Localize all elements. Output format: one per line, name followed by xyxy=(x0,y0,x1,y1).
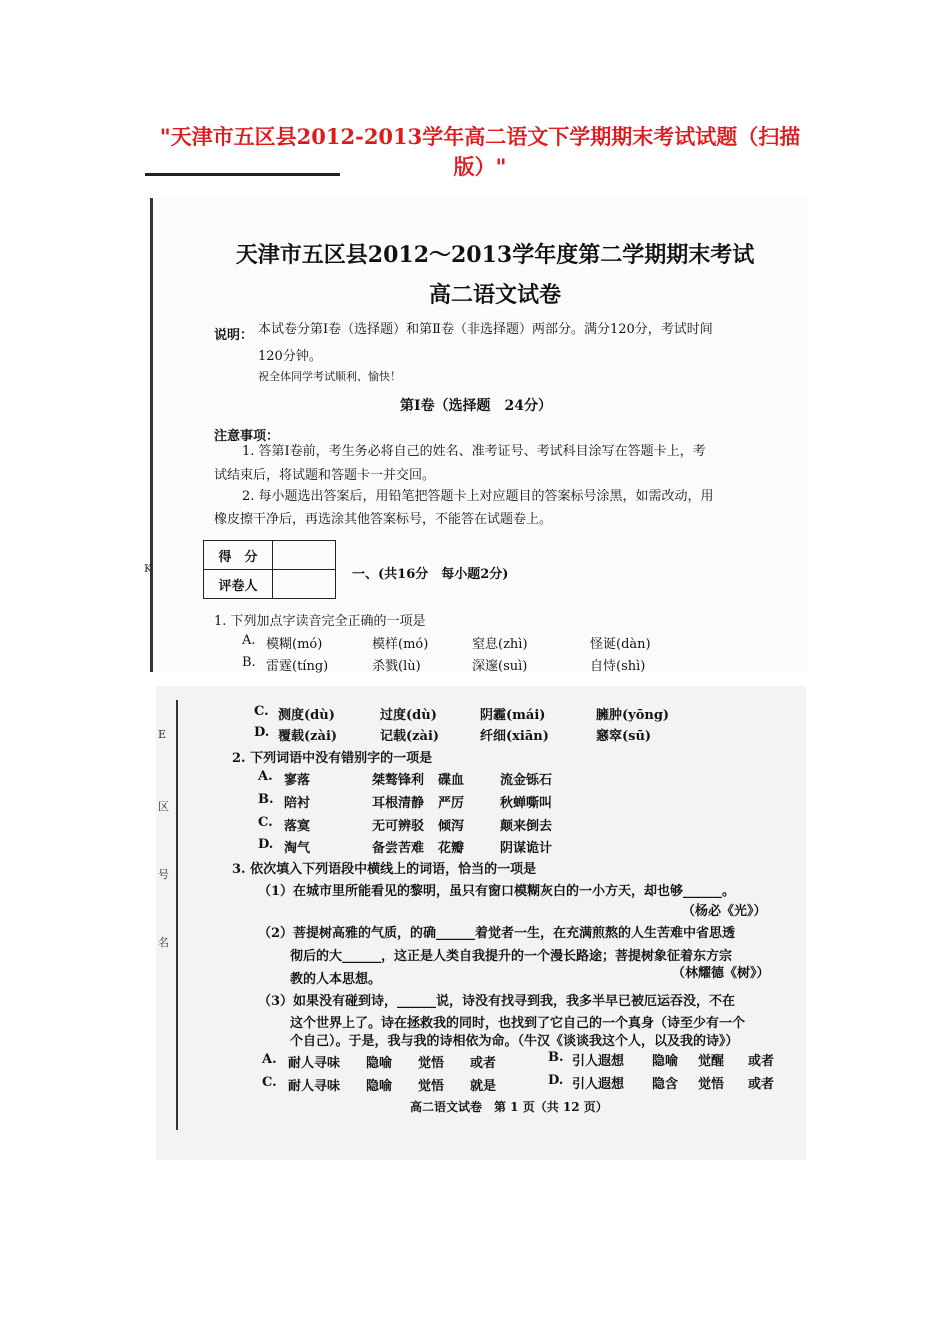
option-item: 测度(dù) xyxy=(278,708,335,723)
option-item: 秋蝉嘶叫 xyxy=(500,796,553,811)
option-item: 阴谋诡计 xyxy=(500,841,553,856)
q3-passage1-source: （杨必《光》） xyxy=(682,904,767,919)
option-item: 隐喻 xyxy=(366,1056,393,1071)
note-line2: 120分钟。 xyxy=(258,349,322,364)
q1-stem: 1. 下列加点字读音完全正确的一项是 xyxy=(214,614,426,629)
q3-passage2-a: （2）菩提树高雅的气质，的确______着觉者一生，在充满煎熬的人生苦难中省思透 xyxy=(258,926,736,941)
part1-heading: 第Ⅰ卷（选择题 24分） xyxy=(400,398,553,414)
option-item: 或者 xyxy=(748,1077,775,1092)
score-label: 得 分 xyxy=(204,541,273,570)
option-item: 备尝苦难 xyxy=(372,841,425,856)
option-letter: A. xyxy=(242,633,256,648)
option-item: 臃肿(yōng) xyxy=(596,708,670,723)
option-item: 记载(zài) xyxy=(380,729,440,744)
option-item: 颠来倒去 xyxy=(500,819,553,834)
option-item: 淘气 xyxy=(284,841,311,856)
option-item: 隐喻 xyxy=(652,1054,679,1069)
option-letter: B. xyxy=(242,655,256,670)
score-cell xyxy=(273,541,336,570)
option-item: 雷霆(tíng) xyxy=(266,659,329,674)
option-item: 窒息(zhì) xyxy=(472,637,528,652)
option-letter: B. xyxy=(548,1050,564,1065)
binding-line xyxy=(176,700,178,1130)
option-item: 窸窣(sū) xyxy=(596,729,652,744)
option-item: 碟血 xyxy=(438,773,465,788)
margin-mark: E xyxy=(158,728,167,741)
option-item: 觉醒 xyxy=(698,1054,725,1069)
option-letter: C. xyxy=(262,1075,277,1090)
option-item: 耳根清静 xyxy=(372,796,425,811)
section1-heading: 一、(共16分 每小题2分) xyxy=(352,567,509,582)
margin-mark: 区 xyxy=(158,800,169,813)
option-letter: C. xyxy=(258,815,273,830)
q3-passage3-c: 个自己）。于是，我与我的诗相依为命。（牛汉《谈谈我这个人，以及我的诗》） xyxy=(290,1034,739,1049)
q3-passage2-c: 教的人本思想。 xyxy=(290,972,382,987)
option-item: 倾泻 xyxy=(438,819,465,834)
option-item: 过度(dù) xyxy=(380,708,437,723)
option-item: 桀骜锋利 xyxy=(372,773,425,788)
margin-mark: K xyxy=(144,562,153,575)
option-item: 花瓣 xyxy=(438,841,465,856)
option-item: 引人遐想 xyxy=(572,1077,625,1092)
option-item: 就是 xyxy=(470,1079,497,1094)
option-item: 阴霾(mái) xyxy=(480,708,546,723)
option-letter: B. xyxy=(258,792,274,807)
q2-stem: 2. 下列词语中没有错别字的一项是 xyxy=(232,751,433,766)
grader-cell xyxy=(273,570,336,599)
option-item: 模糊(mó) xyxy=(266,637,323,652)
notice1-b: 试结束后，将试题和答题卡一并交回。 xyxy=(214,468,436,483)
option-item: 怪诞(dàn) xyxy=(590,637,651,652)
option-item: 觉悟 xyxy=(418,1056,445,1071)
note-label: 说明： xyxy=(214,328,254,343)
option-item: 隐喻 xyxy=(366,1079,393,1094)
option-item: 陪衬 xyxy=(284,796,311,811)
option-letter: C. xyxy=(254,704,269,719)
option-item: 耐人寻味 xyxy=(288,1056,341,1071)
option-letter: D. xyxy=(548,1073,564,1088)
option-item: 引人遐想 xyxy=(572,1054,625,1069)
exam-subtitle: 高二语文试卷 xyxy=(428,282,561,308)
margin-mark: 名 xyxy=(158,936,169,949)
option-item: 无可辨驳 xyxy=(372,819,425,834)
option-item: 自恃(shì) xyxy=(590,659,646,674)
q3-passage3-b: 这个世界上了。诗在拯救我的同时，也找到了它自己的一个真身（诗至少有一个 xyxy=(290,1016,746,1031)
option-item: 寥落 xyxy=(284,773,311,788)
q3-passage3-a: （3）如果没有碰到诗，______说，诗没有找寻到我，我多半早已被厄运吞没，不在 xyxy=(258,994,736,1009)
option-item: 深邃(suì) xyxy=(472,659,528,674)
option-item: 杀戮(lù) xyxy=(372,659,421,674)
option-item: 纤细(xiān) xyxy=(480,729,549,744)
option-item: 觉悟 xyxy=(418,1079,445,1094)
option-item: 覆载(zài) xyxy=(278,729,338,744)
option-item: 模样(mó) xyxy=(372,637,429,652)
option-letter: D. xyxy=(254,725,270,740)
note-line1: 本试卷分第Ⅰ卷（选择题）和第Ⅱ卷（非选择题）两部分。满分120分，考试时间 xyxy=(258,322,713,337)
binding-line xyxy=(150,198,153,672)
option-item: 流金铄石 xyxy=(500,773,553,788)
option-item: 或者 xyxy=(470,1056,497,1071)
option-item: 严厉 xyxy=(438,796,465,811)
q3-passage2-b: 彻后的大______，这正是人类自我提升的一个漫长路途；菩提树象征着东方宗 xyxy=(290,949,733,964)
exam-title: 天津市五区县2012～2013学年度第二学期期末考试 xyxy=(235,242,755,268)
option-item: 落寞 xyxy=(284,819,311,834)
option-item: 或者 xyxy=(748,1054,775,1069)
q3-passage1: （1）在城市里所能看见的黎明，虽只有窗口模糊灰白的一小方天，却也够______。 xyxy=(258,884,736,899)
q3-passage2-source: （林耀德《树》） xyxy=(672,966,770,981)
document-title: "天津市五区县2012-2013学年高二语文下学期期末考试试题（扫描版）" xyxy=(159,124,801,179)
score-table xyxy=(203,540,336,599)
option-letter: D. xyxy=(258,837,274,852)
option-item: 觉悟 xyxy=(698,1077,725,1092)
option-letter: A. xyxy=(258,769,273,784)
notice-label: 注意事项： xyxy=(214,429,280,444)
q3-stem: 3. 依次填入下列语段中横线上的词语，恰当的一项是 xyxy=(232,862,537,877)
notice1-a: 1. 答第Ⅰ卷前，考生务必将自己的姓名、准考证号、考试科目涂写在答题卡上，考 xyxy=(242,444,706,459)
notice2-a: 2. 每小题选出答案后，用铅笔把答题卡上对应题目的答案标号涂黑，如需改动，用 xyxy=(242,489,714,504)
margin-mark: 号 xyxy=(158,868,169,881)
title-underline xyxy=(145,173,340,176)
notice2-b: 橡皮擦干净后，再选涂其他答案标号，不能答在试题卷上。 xyxy=(214,512,553,527)
wish-text: 祝全体同学考试顺利、愉快！ xyxy=(258,370,401,383)
option-item: 隐含 xyxy=(652,1077,679,1092)
option-letter: A. xyxy=(262,1052,277,1067)
page-footer: 高二语文试卷 第 1 页（共 12 页） xyxy=(410,1100,608,1114)
option-item: 耐人寻味 xyxy=(288,1079,341,1094)
grader-label: 评卷人 xyxy=(204,570,273,599)
